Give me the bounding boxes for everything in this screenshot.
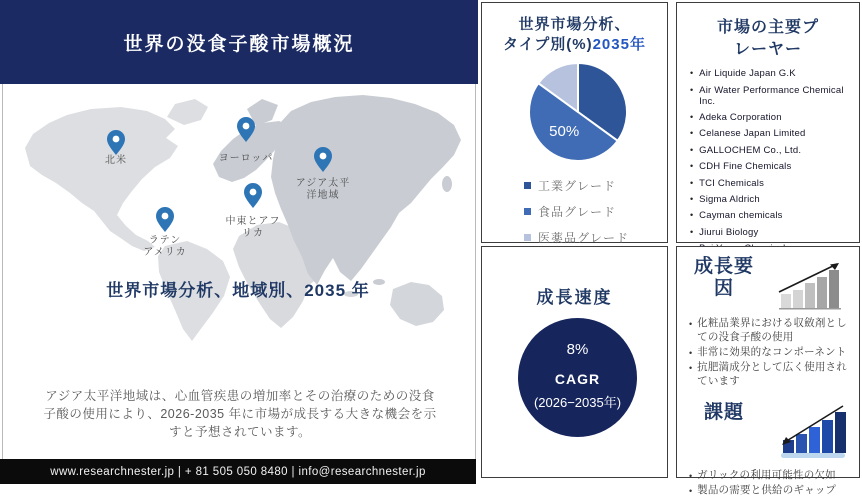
player-list-item <box>690 210 859 221</box>
player-list-item <box>690 85 859 107</box>
player-name: Sigma Aldrich <box>699 193 760 205</box>
bullet-item <box>689 317 855 345</box>
map-region-label: 中東とアフリカ <box>225 216 281 239</box>
pie-title-year: 2035年 <box>592 35 646 53</box>
bullet-dot: • <box>690 111 694 122</box>
challenges-bar-chart-icon <box>769 402 851 464</box>
player-name: Adeka Corporation <box>699 111 782 123</box>
bullet-dot: • <box>690 68 694 79</box>
player-list-item <box>690 112 859 123</box>
bullet-dot: • <box>689 470 693 481</box>
bullet-item <box>689 346 855 360</box>
challenges-header <box>677 390 859 464</box>
regional-analysis-title: 世界市場分析、地域別、2035 年 <box>106 281 370 300</box>
bullet-dot: • <box>689 485 693 496</box>
player-name: Air Water Performance Chemical Inc. <box>699 84 844 107</box>
bullet-text: 化粧品業界における収斂剤としての没食子酸の使用 <box>697 317 847 343</box>
pie-legend <box>524 177 629 255</box>
player-list-item <box>690 227 859 238</box>
growth-factors-list <box>689 317 855 389</box>
bullet-text: ガリックの利用可能性の欠如 <box>697 468 836 481</box>
main-header <box>0 0 478 84</box>
bullet-dot: • <box>690 193 694 204</box>
footer-contact-bar <box>0 459 476 484</box>
cagr-circle <box>518 318 637 437</box>
player-name: GALLOCHEM Co., Ltd. <box>699 144 802 156</box>
market-players-panel <box>676 2 860 243</box>
bullet-dot: • <box>690 128 694 139</box>
bullet-item <box>689 361 855 389</box>
bullet-dot: • <box>690 177 694 188</box>
map-region-label: ラテンアメリカ <box>143 235 187 258</box>
bullet-text: 抗肥満成分として広く使用されています <box>697 360 847 387</box>
footer-contact-text: www.researchnester.jp | + 81 505 050 8480 | info@researchnester.jp <box>50 465 426 478</box>
bullet-dot: • <box>690 84 694 95</box>
bullet-text: 非常に効果的なコンポーネント <box>697 345 847 358</box>
cagr-value: 8% <box>566 341 589 358</box>
map-region-label: アジア太平洋地域 <box>295 178 351 201</box>
market-players-title: 市場の主要プ レーヤー <box>716 19 819 58</box>
legend-swatch <box>524 234 531 241</box>
map-region-label: 北米 <box>105 155 127 166</box>
legend-label: 工業グレード <box>538 179 617 193</box>
map-region-label: ヨーロッパ <box>218 153 274 164</box>
legend-swatch <box>524 208 531 215</box>
legend-item-2 <box>524 229 629 246</box>
player-name: Cayman chemicals <box>699 210 783 222</box>
legend-label: 食品グレード <box>538 205 617 219</box>
growth-factors-title: 成長要 因 <box>693 256 754 299</box>
player-list-item <box>690 128 859 139</box>
bullet-item <box>689 469 855 483</box>
player-name: Air Liquide Japan G.K <box>699 68 796 80</box>
bullet-dot: • <box>690 161 694 172</box>
cagr-period: (2026−2035年) <box>533 395 622 410</box>
growth-bar-chart-icon <box>773 256 851 312</box>
bullet-dot: • <box>690 144 694 155</box>
player-list-item <box>690 178 859 189</box>
page-title: 世界の没食子酸市場概況 <box>123 33 355 55</box>
bullet-item <box>689 484 855 498</box>
challenges-list <box>689 469 855 498</box>
growth-rate-panel <box>481 246 668 478</box>
growth-rate-title: 成長速度 <box>536 288 613 307</box>
type-analysis-panel <box>481 2 668 243</box>
cagr-label: CAGR <box>554 371 601 387</box>
player-list-item <box>690 194 859 205</box>
growth-factors-header <box>677 247 859 312</box>
bullet-dot: • <box>689 362 693 373</box>
player-list-item <box>690 145 859 156</box>
map-pin-4 <box>143 207 186 258</box>
legend-label: 医薬品グレード <box>538 231 630 245</box>
player-name: Jiurui Biology <box>699 226 759 238</box>
pie-chart <box>482 59 667 167</box>
bullet-text: 製品の需要と供給のギャップ <box>697 483 837 496</box>
player-name: TCI Chemicals <box>699 177 765 189</box>
player-list-item <box>690 161 859 172</box>
legend-item-0 <box>524 177 629 194</box>
legend-item-1 <box>524 203 629 220</box>
bullet-dot: • <box>690 226 694 237</box>
player-name: Celanese Japan Limited <box>699 128 806 140</box>
player-list-item <box>690 68 859 79</box>
factors-challenges-panel <box>676 246 860 496</box>
challenges-title: 課題 <box>703 401 744 423</box>
market-players-list <box>690 68 859 254</box>
world-map <box>3 96 477 356</box>
bullet-dot: • <box>689 319 693 329</box>
regional-analysis-body: アジア太平洋地域は、心血管疾患の増加率とその治療のための没食子酸の使用により、2026-2035 年に市場が成長する大きな機会を示すと予想されています。 <box>43 389 437 439</box>
pie-chart-title: 世界市場分析、 タイプ別(%)2035年 <box>503 16 646 53</box>
bullet-dot: • <box>690 210 694 221</box>
legend-swatch <box>524 182 531 189</box>
pie-value-label: 50% <box>549 123 580 141</box>
bullet-dot: • <box>689 347 693 358</box>
player-name: CDH Fine Chemicals <box>699 161 792 173</box>
